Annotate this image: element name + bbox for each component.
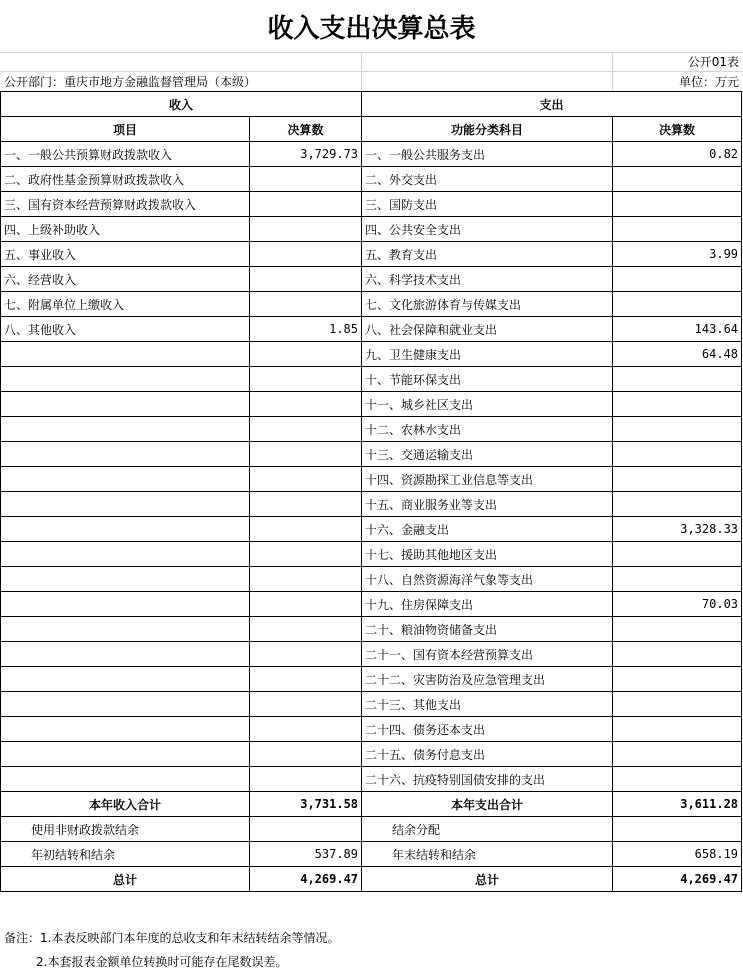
income-amount-cell: [250, 167, 362, 192]
table-row: [1, 267, 742, 292]
budget-table: [0, 91, 742, 892]
expense-item-cell: 十七、援助其他地区支出: [362, 542, 613, 567]
income-amount-cell: [250, 367, 362, 392]
expense-item-cell: 二十四、债务还本支出: [362, 717, 613, 742]
table-row: [1, 417, 742, 442]
income-amount-cell: [250, 442, 362, 467]
expense-amount-cell: [613, 167, 742, 192]
expense-amount-cell: [613, 442, 742, 467]
expense-item-cell: 十一、城乡社区支出: [362, 392, 613, 417]
income-item-cell: [1, 642, 250, 667]
expense-item-cell: 十九、住房保障支出: [362, 592, 613, 617]
income-item-cell: 四、上级补助收入: [1, 217, 250, 242]
expense-item-cell: 二十三、其他支出: [362, 692, 613, 717]
expense-item-cell: 二十五、债务付息支出: [362, 742, 613, 767]
table-row: [1, 567, 742, 592]
expense-total-label: 本年支出合计: [362, 792, 613, 817]
expense-item-cell: 十六、金融支出: [362, 517, 613, 542]
income-item-cell: [1, 592, 250, 617]
expense-item-cell: 六、科学技术支出: [362, 267, 613, 292]
grand-total-value-right: 4,269.47: [613, 867, 742, 892]
income-item-cell: 七、附属单位上缴收入: [1, 292, 250, 317]
income-item-cell: [1, 542, 250, 567]
expense-item-cell: 二十二、灾害防治及应急管理支出: [362, 667, 613, 692]
form-code: 公开01表: [687, 55, 739, 69]
expense-amount-cell: 3.99: [613, 242, 742, 267]
income-amount-cell: [250, 342, 362, 367]
income-item-cell: [1, 417, 250, 442]
expense-amount-cell: [613, 392, 742, 417]
expense-item-cell: 九、卫生健康支出: [362, 342, 613, 367]
income-amount-cell: [250, 542, 362, 567]
column-header-row: [1, 117, 742, 142]
expense-amount-cell: [613, 217, 742, 242]
table-row: [1, 192, 742, 217]
table-row: [1, 217, 742, 242]
income-amount-cell: [250, 392, 362, 417]
income-item-cell: [1, 767, 250, 792]
table-row: [1, 642, 742, 667]
begin-balance-label: 年初结转和结余: [1, 842, 250, 867]
table-row: [1, 342, 742, 367]
income-total-label: 本年收入合计: [1, 792, 250, 817]
table-row: [1, 317, 742, 342]
expense-amount-cell: [613, 467, 742, 492]
surplus-dist-label: 结余分配: [362, 817, 613, 842]
expense-item-cell: 五、教育支出: [362, 242, 613, 267]
unused-balance-label: 使用非财政拨款结余: [1, 817, 250, 842]
income-item-cell: [1, 667, 250, 692]
expense-amount-cell: [613, 267, 742, 292]
income-amount-cell: [250, 292, 362, 317]
grand-total-label-left: 总计: [1, 867, 250, 892]
table-row: [1, 617, 742, 642]
expense-amount-cell: [613, 417, 742, 442]
expense-item-cell: 一、一般公共服务支出: [362, 142, 613, 167]
income-amount-cell: [250, 492, 362, 517]
expense-item-header: 功能分类科目: [362, 117, 613, 142]
income-item-cell: 二、政府性基金预算财政拨款收入: [1, 167, 250, 192]
unused-balance-value: [250, 817, 362, 842]
table-row: [1, 717, 742, 742]
table-row: [1, 742, 742, 767]
income-amount-cell: [250, 267, 362, 292]
page-title: 收入支出决算总表: [267, 13, 476, 44]
expense-amount-cell: [613, 492, 742, 517]
expense-amount-cell: [613, 292, 742, 317]
income-amount-cell: 1.85: [250, 317, 362, 342]
income-item-cell: [1, 692, 250, 717]
table-row: [1, 592, 742, 617]
expense-amount-cell: [613, 717, 742, 742]
income-section-header: 收入: [1, 92, 362, 117]
expense-item-cell: 十五、商业服务业等支出: [362, 492, 613, 517]
income-item-cell: [1, 617, 250, 642]
expense-item-cell: 十、节能环保支出: [362, 367, 613, 392]
expense-amount-cell: [613, 367, 742, 392]
end-balance-value: 658.19: [613, 842, 742, 867]
expense-item-cell: 八、社会保障和就业支出: [362, 317, 613, 342]
department-label: 公开部门：重庆市地方金融监督管理局（本级）: [4, 74, 257, 89]
income-amount-cell: [250, 192, 362, 217]
expense-item-cell: 十三、交通运输支出: [362, 442, 613, 467]
income-amount-cell: [250, 642, 362, 667]
table-row: [1, 517, 742, 542]
income-amount-cell: [250, 592, 362, 617]
income-amount-cell: [250, 567, 362, 592]
income-amount-header: 决算数: [250, 117, 362, 142]
expense-amount-cell: [613, 192, 742, 217]
grand-total-row: [1, 867, 742, 892]
begin-balance-value: 537.89: [250, 842, 362, 867]
income-amount-cell: [250, 242, 362, 267]
table-row: [1, 817, 742, 842]
end-balance-label: 年末结转和结余: [362, 842, 613, 867]
table-row: [1, 692, 742, 717]
table-row: [1, 292, 742, 317]
income-amount-cell: [250, 717, 362, 742]
grand-total-label-right: 总计: [362, 867, 613, 892]
income-item-cell: [1, 442, 250, 467]
table-row: [1, 242, 742, 267]
table-row: [1, 492, 742, 517]
grand-total-value-left: 4,269.47: [250, 867, 362, 892]
expense-amount-cell: [613, 767, 742, 792]
table-row: [1, 467, 742, 492]
note-line-1: 备注：1.本表反映部门本年度的总收支和年末结转结余等情况。: [4, 931, 340, 945]
note-line-2: 2.本套报表金额单位转换时可能存在尾数误差。: [36, 955, 288, 969]
expense-amount-cell: 3,328.33: [613, 517, 742, 542]
expense-amount-cell: [613, 617, 742, 642]
income-item-cell: [1, 467, 250, 492]
expense-amount-cell: [613, 567, 742, 592]
expense-amount-cell: 64.48: [613, 342, 742, 367]
expense-section-header: 支出: [362, 92, 742, 117]
unit-label: 单位：万元: [678, 74, 739, 89]
income-item-cell: 八、其他收入: [1, 317, 250, 342]
expense-item-cell: 七、文化旅游体育与传媒支出: [362, 292, 613, 317]
income-amount-cell: [250, 217, 362, 242]
expense-item-cell: 三、国防支出: [362, 192, 613, 217]
expense-amount-header: 决算数: [613, 117, 742, 142]
total-row: [1, 792, 742, 817]
table-row: [1, 767, 742, 792]
income-item-cell: [1, 517, 250, 542]
expense-amount-cell: [613, 642, 742, 667]
income-amount-cell: [250, 767, 362, 792]
expense-amount-cell: 70.03: [613, 592, 742, 617]
table-row: [1, 667, 742, 692]
income-item-cell: [1, 342, 250, 367]
expense-item-cell: 十八、自然资源海洋气象等支出: [362, 567, 613, 592]
expense-item-cell: 十二、农林水支出: [362, 417, 613, 442]
expense-amount-cell: [613, 692, 742, 717]
income-item-cell: 一、一般公共预算财政拨款收入: [1, 142, 250, 167]
table-row: [1, 842, 742, 867]
income-item-cell: 三、国有资本经营预算财政拨款收入: [1, 192, 250, 217]
income-amount-cell: [250, 742, 362, 767]
income-item-cell: [1, 367, 250, 392]
income-amount-cell: [250, 692, 362, 717]
table-row: [1, 167, 742, 192]
income-item-cell: 五、事业收入: [1, 242, 250, 267]
table-row: [1, 367, 742, 392]
income-item-cell: [1, 742, 250, 767]
expense-item-cell: 二十、粮油物资储备支出: [362, 617, 613, 642]
expense-item-cell: 二十一、国有资本经营预算支出: [362, 642, 613, 667]
expense-amount-cell: [613, 667, 742, 692]
income-amount-cell: [250, 617, 362, 642]
expense-amount-cell: [613, 542, 742, 567]
expense-item-cell: 四、公共安全支出: [362, 217, 613, 242]
income-item-cell: [1, 717, 250, 742]
income-amount-cell: [250, 417, 362, 442]
table-row: [1, 442, 742, 467]
income-amount-cell: [250, 467, 362, 492]
income-item-cell: [1, 492, 250, 517]
income-amount-cell: [250, 667, 362, 692]
expense-item-cell: 二十六、抗疫特别国债安排的支出: [362, 767, 613, 792]
expense-total-value: 3,611.28: [613, 792, 742, 817]
expense-item-cell: 十四、资源勘探工业信息等支出: [362, 467, 613, 492]
income-amount-cell: [250, 517, 362, 542]
income-item-header: 项目: [1, 117, 250, 142]
table-row: [1, 392, 742, 417]
table-row: [1, 542, 742, 567]
table-row: [1, 142, 742, 167]
income-item-cell: [1, 392, 250, 417]
expense-amount-cell: [613, 742, 742, 767]
income-item-cell: 六、经营收入: [1, 267, 250, 292]
section-header-row: [1, 92, 742, 117]
income-total-value: 3,731.58: [250, 792, 362, 817]
expense-amount-cell: 143.64: [613, 317, 742, 342]
income-amount-cell: 3,729.73: [250, 142, 362, 167]
expense-amount-cell: 0.82: [613, 142, 742, 167]
income-item-cell: [1, 567, 250, 592]
surplus-dist-value: [613, 817, 742, 842]
expense-item-cell: 二、外交支出: [362, 167, 613, 192]
